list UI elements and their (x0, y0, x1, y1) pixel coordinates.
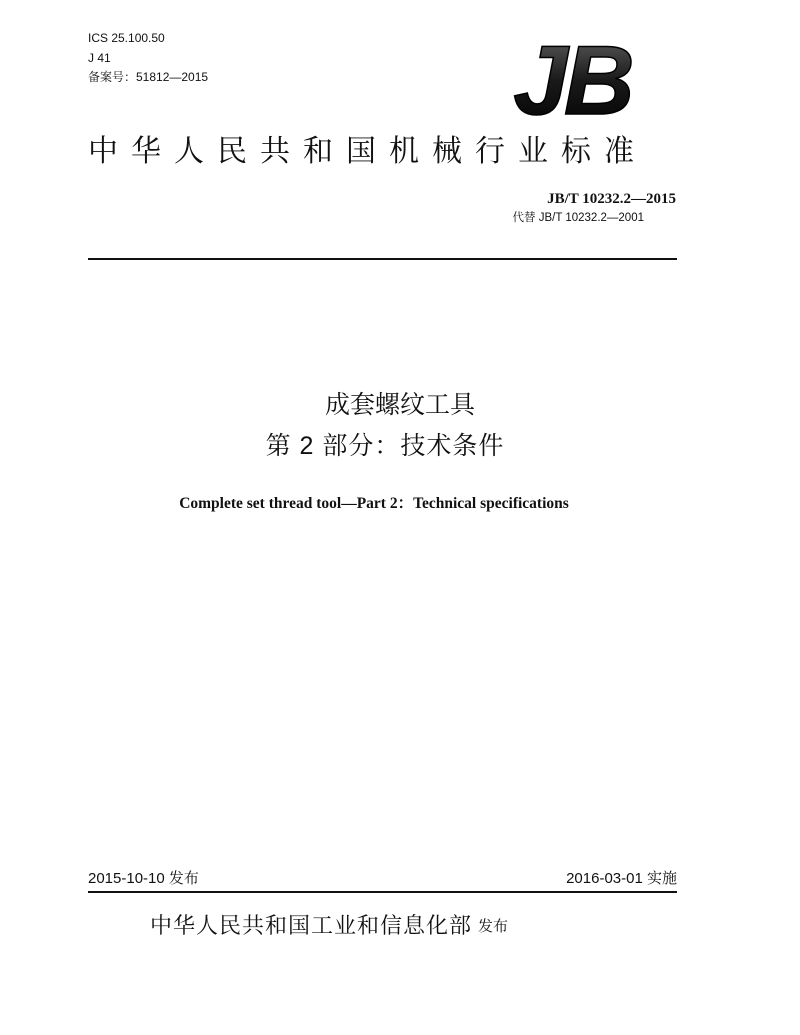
top-divider (88, 258, 677, 260)
replaces-standard: 代替 JB/T 10232.2—2001 (512, 212, 644, 224)
issuer (150, 912, 508, 941)
standard-number (470, 190, 676, 208)
jb-logo (497, 34, 647, 119)
ics-code: ICS 25.100.50 (88, 31, 165, 45)
implementation-date: 2016-03-01 实施 (566, 870, 677, 887)
record-number: 备案号：51812—2015 (88, 70, 209, 84)
standard-number-text: JB/T 10232.2—2015 (547, 191, 676, 207)
bottom-divider (88, 891, 677, 893)
issue-date: 2015-10-10 发布 (88, 870, 199, 887)
issuer-name: 中华人民共和国工业和信息化部 (150, 913, 473, 938)
authority-title: 中华人民共和国机械行业标准 (88, 135, 647, 168)
document-title: 成套螺纹工具 (324, 391, 475, 419)
logo-text: JB (513, 34, 631, 119)
issuer-action: 发布 (478, 918, 509, 935)
classification-code: J 41 (88, 51, 111, 65)
english-title: Complete set thread tool—Part 2：Technical specifications (179, 495, 569, 512)
document-subtitle: 第 2 部分：技术条件 (265, 432, 505, 460)
